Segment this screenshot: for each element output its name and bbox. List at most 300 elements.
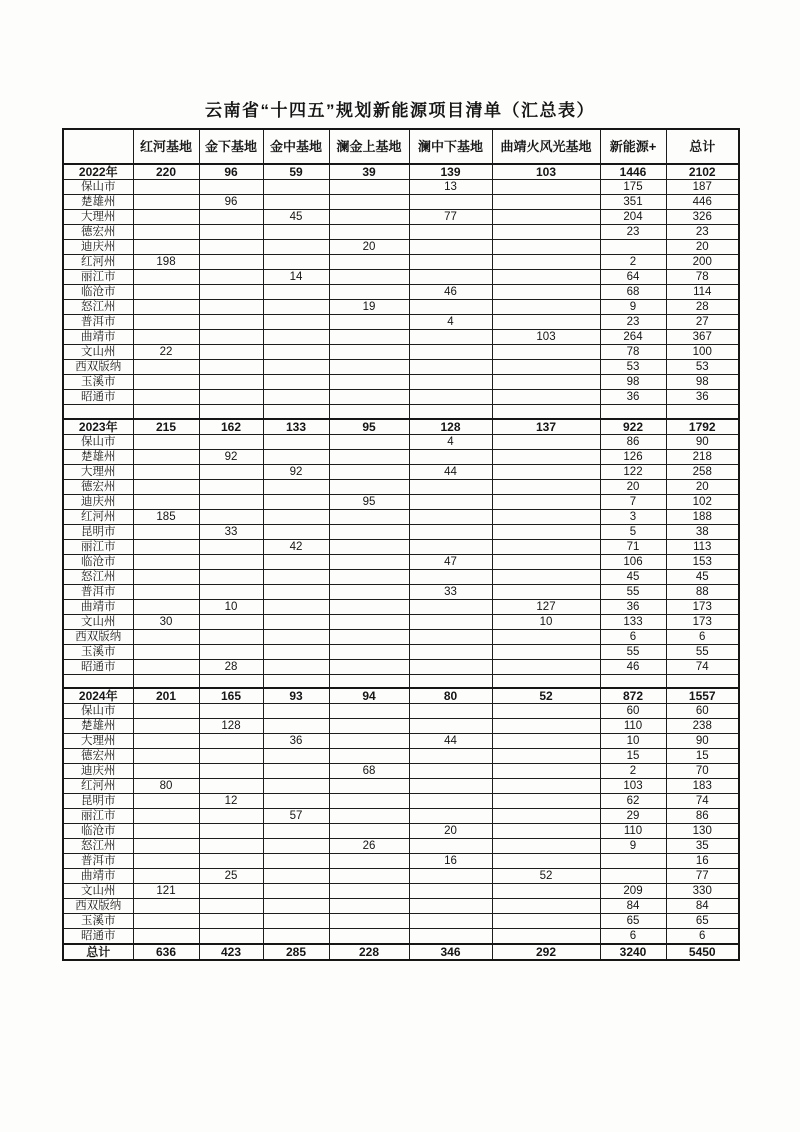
value-cell bbox=[409, 629, 492, 644]
value-cell bbox=[133, 584, 199, 599]
value-cell bbox=[199, 405, 263, 419]
value-cell: 55 bbox=[600, 644, 666, 659]
row-label: 玉溪市 bbox=[63, 375, 133, 390]
value-cell: 15 bbox=[600, 749, 666, 764]
table-row bbox=[63, 195, 739, 210]
value-cell: 68 bbox=[600, 285, 666, 300]
value-cell bbox=[263, 195, 329, 210]
value-cell bbox=[409, 360, 492, 375]
value-cell: 15 bbox=[666, 749, 739, 764]
value-cell bbox=[263, 345, 329, 360]
value-cell bbox=[329, 524, 409, 539]
value-cell: 16 bbox=[409, 854, 492, 869]
table-row bbox=[63, 464, 739, 479]
value-cell: 52 bbox=[492, 869, 600, 884]
value-cell: 65 bbox=[666, 914, 739, 929]
value-cell bbox=[329, 375, 409, 390]
row-label: 德宏州 bbox=[63, 225, 133, 240]
value-cell bbox=[263, 614, 329, 629]
value-cell bbox=[492, 794, 600, 809]
value-cell: 346 bbox=[409, 944, 492, 960]
table-row bbox=[63, 914, 739, 929]
value-cell: 7 bbox=[600, 494, 666, 509]
value-cell: 292 bbox=[492, 944, 600, 960]
value-cell bbox=[199, 494, 263, 509]
table-row bbox=[63, 494, 739, 509]
value-cell bbox=[133, 539, 199, 554]
value-cell: 44 bbox=[409, 464, 492, 479]
table-row bbox=[63, 839, 739, 854]
row-label: 2022年 bbox=[63, 164, 133, 180]
value-cell bbox=[409, 839, 492, 854]
row-label: 昭通市 bbox=[63, 659, 133, 674]
value-cell: 103 bbox=[600, 779, 666, 794]
value-cell bbox=[133, 479, 199, 494]
value-cell: 10 bbox=[199, 599, 263, 614]
value-cell: 2 bbox=[600, 255, 666, 270]
value-cell: 64 bbox=[600, 270, 666, 285]
value-cell bbox=[199, 839, 263, 854]
value-cell bbox=[199, 614, 263, 629]
table-row bbox=[63, 449, 739, 464]
value-cell bbox=[329, 554, 409, 569]
row-label: 文山州 bbox=[63, 614, 133, 629]
table-row bbox=[63, 345, 739, 360]
value-cell: 100 bbox=[666, 345, 739, 360]
value-cell bbox=[492, 749, 600, 764]
value-cell bbox=[492, 644, 600, 659]
page-title: 云南省“十四五”规划新能源项目清单（汇总表） bbox=[205, 101, 595, 120]
value-cell bbox=[263, 584, 329, 599]
table-row bbox=[63, 180, 739, 195]
value-cell: 23 bbox=[666, 225, 739, 240]
value-cell: 175 bbox=[600, 180, 666, 195]
row-label: 西双版纳 bbox=[63, 360, 133, 375]
value-cell: 139 bbox=[409, 164, 492, 180]
value-cell: 16 bbox=[666, 854, 739, 869]
value-cell bbox=[492, 629, 600, 644]
value-cell: 204 bbox=[600, 210, 666, 225]
value-cell: 14 bbox=[263, 270, 329, 285]
value-cell bbox=[409, 509, 492, 524]
value-cell bbox=[263, 554, 329, 569]
table-row bbox=[63, 824, 739, 839]
value-cell bbox=[199, 315, 263, 330]
value-cell: 13 bbox=[409, 180, 492, 195]
value-cell bbox=[329, 809, 409, 824]
value-cell bbox=[329, 749, 409, 764]
value-cell: 26 bbox=[329, 839, 409, 854]
value-cell: 133 bbox=[600, 614, 666, 629]
value-cell bbox=[133, 659, 199, 674]
value-cell: 33 bbox=[199, 524, 263, 539]
value-cell bbox=[492, 270, 600, 285]
value-cell bbox=[409, 569, 492, 584]
value-cell bbox=[133, 869, 199, 884]
value-cell: 57 bbox=[263, 809, 329, 824]
value-cell: 3 bbox=[600, 509, 666, 524]
value-cell: 55 bbox=[666, 644, 739, 659]
table-row bbox=[63, 434, 739, 449]
row-label: 普洱市 bbox=[63, 584, 133, 599]
value-cell bbox=[409, 674, 492, 688]
value-cell bbox=[263, 300, 329, 315]
value-cell bbox=[199, 225, 263, 240]
value-cell bbox=[492, 584, 600, 599]
row-label: 曲靖市 bbox=[63, 330, 133, 345]
value-cell bbox=[263, 315, 329, 330]
value-cell bbox=[329, 899, 409, 914]
value-cell bbox=[329, 479, 409, 494]
value-cell bbox=[329, 659, 409, 674]
value-cell bbox=[133, 764, 199, 779]
value-cell bbox=[492, 509, 600, 524]
value-cell: 84 bbox=[600, 899, 666, 914]
value-cell: 45 bbox=[600, 569, 666, 584]
table-row bbox=[63, 315, 739, 330]
row-label: 大理州 bbox=[63, 734, 133, 749]
value-cell: 137 bbox=[492, 419, 600, 435]
value-cell bbox=[263, 240, 329, 255]
row-label: 西双版纳 bbox=[63, 899, 133, 914]
value-cell bbox=[329, 734, 409, 749]
value-cell bbox=[133, 914, 199, 929]
value-cell bbox=[263, 749, 329, 764]
value-cell: 60 bbox=[600, 704, 666, 719]
table-row bbox=[63, 330, 739, 345]
value-cell: 46 bbox=[600, 659, 666, 674]
column-header: 金下基地 bbox=[199, 129, 263, 164]
row-label: 丽江市 bbox=[63, 809, 133, 824]
value-cell: 77 bbox=[409, 210, 492, 225]
value-cell: 47 bbox=[409, 554, 492, 569]
value-cell bbox=[263, 330, 329, 345]
value-cell bbox=[133, 569, 199, 584]
value-cell: 95 bbox=[329, 494, 409, 509]
value-cell bbox=[133, 300, 199, 315]
value-cell bbox=[492, 719, 600, 734]
table-row bbox=[63, 240, 739, 255]
value-cell: 25 bbox=[199, 869, 263, 884]
value-cell bbox=[329, 285, 409, 300]
value-cell bbox=[133, 794, 199, 809]
value-cell: 94 bbox=[329, 688, 409, 704]
table-row bbox=[63, 210, 739, 225]
value-cell: 922 bbox=[600, 419, 666, 435]
value-cell bbox=[199, 884, 263, 899]
value-cell bbox=[492, 764, 600, 779]
value-cell: 218 bbox=[666, 449, 739, 464]
row-label: 总计 bbox=[63, 944, 133, 960]
value-cell bbox=[199, 674, 263, 688]
table-row bbox=[63, 884, 739, 899]
value-cell bbox=[492, 524, 600, 539]
value-cell bbox=[263, 255, 329, 270]
value-cell bbox=[492, 434, 600, 449]
value-cell bbox=[133, 629, 199, 644]
value-cell: 326 bbox=[666, 210, 739, 225]
value-cell: 162 bbox=[199, 419, 263, 435]
value-cell: 38 bbox=[666, 524, 739, 539]
value-cell: 36 bbox=[600, 390, 666, 405]
value-cell bbox=[199, 300, 263, 315]
value-cell: 1792 bbox=[666, 419, 739, 435]
value-cell bbox=[329, 509, 409, 524]
value-cell bbox=[329, 779, 409, 794]
value-cell bbox=[199, 704, 263, 719]
value-cell: 84 bbox=[666, 899, 739, 914]
column-header: 红河基地 bbox=[133, 129, 199, 164]
value-cell bbox=[329, 330, 409, 345]
value-cell: 127 bbox=[492, 599, 600, 614]
value-cell bbox=[199, 330, 263, 345]
value-cell bbox=[492, 285, 600, 300]
value-cell bbox=[199, 360, 263, 375]
row-label: 昆明市 bbox=[63, 524, 133, 539]
value-cell bbox=[409, 494, 492, 509]
value-cell bbox=[133, 674, 199, 688]
value-cell: 200 bbox=[666, 255, 739, 270]
value-cell: 110 bbox=[600, 719, 666, 734]
value-cell bbox=[133, 464, 199, 479]
value-cell bbox=[133, 809, 199, 824]
summary-row bbox=[63, 688, 739, 704]
row-label: 怒江州 bbox=[63, 839, 133, 854]
value-cell: 20 bbox=[329, 240, 409, 255]
value-cell bbox=[329, 824, 409, 839]
value-cell: 128 bbox=[199, 719, 263, 734]
row-label: 保山市 bbox=[63, 434, 133, 449]
value-cell: 330 bbox=[666, 884, 739, 899]
value-cell bbox=[600, 854, 666, 869]
value-cell bbox=[133, 405, 199, 419]
value-cell bbox=[199, 464, 263, 479]
value-cell bbox=[263, 524, 329, 539]
row-label: 红河州 bbox=[63, 509, 133, 524]
value-cell bbox=[263, 509, 329, 524]
value-cell bbox=[199, 479, 263, 494]
value-cell: 113 bbox=[666, 539, 739, 554]
value-cell bbox=[409, 749, 492, 764]
value-cell bbox=[409, 809, 492, 824]
value-cell: 71 bbox=[600, 539, 666, 554]
value-cell bbox=[492, 210, 600, 225]
value-cell: 423 bbox=[199, 944, 263, 960]
value-cell: 70 bbox=[666, 764, 739, 779]
row-label: 迪庆州 bbox=[63, 764, 133, 779]
value-cell bbox=[133, 315, 199, 330]
value-cell bbox=[263, 884, 329, 899]
value-cell: 19 bbox=[329, 300, 409, 315]
row-label: 曲靖市 bbox=[63, 599, 133, 614]
value-cell bbox=[409, 914, 492, 929]
value-cell bbox=[492, 779, 600, 794]
value-cell: 33 bbox=[409, 584, 492, 599]
value-cell bbox=[409, 375, 492, 390]
value-cell: 130 bbox=[666, 824, 739, 839]
table-row bbox=[63, 285, 739, 300]
value-cell bbox=[329, 315, 409, 330]
value-cell bbox=[133, 899, 199, 914]
value-cell bbox=[492, 315, 600, 330]
value-cell: 20 bbox=[666, 240, 739, 255]
row-label: 红河州 bbox=[63, 779, 133, 794]
value-cell bbox=[263, 794, 329, 809]
value-cell bbox=[199, 899, 263, 914]
table-row bbox=[63, 899, 739, 914]
value-cell: 5450 bbox=[666, 944, 739, 960]
value-cell bbox=[329, 539, 409, 554]
value-cell: 74 bbox=[666, 659, 739, 674]
value-cell bbox=[133, 285, 199, 300]
row-label bbox=[63, 405, 133, 419]
value-cell bbox=[492, 539, 600, 554]
row-label: 怒江州 bbox=[63, 300, 133, 315]
value-cell bbox=[263, 914, 329, 929]
value-cell: 285 bbox=[263, 944, 329, 960]
value-cell bbox=[492, 929, 600, 945]
value-cell: 68 bbox=[329, 764, 409, 779]
row-label: 2023年 bbox=[63, 419, 133, 435]
separator-row bbox=[63, 405, 739, 419]
value-cell: 62 bbox=[600, 794, 666, 809]
value-cell: 39 bbox=[329, 164, 409, 180]
value-cell bbox=[263, 390, 329, 405]
table-row bbox=[63, 509, 739, 524]
value-cell bbox=[133, 644, 199, 659]
table-row bbox=[63, 629, 739, 644]
value-cell bbox=[199, 285, 263, 300]
value-cell bbox=[409, 270, 492, 285]
table-row bbox=[63, 869, 739, 884]
value-cell bbox=[263, 479, 329, 494]
value-cell bbox=[492, 854, 600, 869]
column-header: 金中基地 bbox=[263, 129, 329, 164]
value-cell bbox=[133, 554, 199, 569]
value-cell: 9 bbox=[600, 300, 666, 315]
value-cell bbox=[199, 779, 263, 794]
value-cell: 86 bbox=[600, 434, 666, 449]
row-label: 楚雄州 bbox=[63, 449, 133, 464]
value-cell bbox=[263, 225, 329, 240]
table-row bbox=[63, 270, 739, 285]
value-cell bbox=[409, 779, 492, 794]
value-cell bbox=[492, 704, 600, 719]
value-cell bbox=[263, 569, 329, 584]
row-label: 保山市 bbox=[63, 704, 133, 719]
value-cell bbox=[409, 929, 492, 945]
row-label: 大理州 bbox=[63, 464, 133, 479]
value-cell: 95 bbox=[329, 419, 409, 435]
value-cell: 36 bbox=[263, 734, 329, 749]
value-cell bbox=[329, 704, 409, 719]
value-cell: 4 bbox=[409, 315, 492, 330]
value-cell bbox=[263, 285, 329, 300]
value-cell: 65 bbox=[600, 914, 666, 929]
value-cell bbox=[329, 584, 409, 599]
value-cell: 9 bbox=[600, 839, 666, 854]
value-cell bbox=[409, 390, 492, 405]
value-cell: 2 bbox=[600, 764, 666, 779]
row-label: 文山州 bbox=[63, 345, 133, 360]
value-cell bbox=[133, 360, 199, 375]
table-row bbox=[63, 749, 739, 764]
value-cell bbox=[600, 240, 666, 255]
value-cell bbox=[199, 509, 263, 524]
row-label: 昭通市 bbox=[63, 929, 133, 945]
value-cell bbox=[492, 225, 600, 240]
value-cell bbox=[666, 405, 739, 419]
value-cell: 36 bbox=[666, 390, 739, 405]
table-row bbox=[63, 614, 739, 629]
value-cell bbox=[409, 599, 492, 614]
value-cell bbox=[492, 839, 600, 854]
value-cell bbox=[133, 449, 199, 464]
value-cell: 20 bbox=[409, 824, 492, 839]
value-cell bbox=[409, 225, 492, 240]
value-cell: 367 bbox=[666, 330, 739, 345]
value-cell: 52 bbox=[492, 688, 600, 704]
value-cell bbox=[199, 255, 263, 270]
row-label: 曲靖市 bbox=[63, 869, 133, 884]
value-cell bbox=[329, 464, 409, 479]
value-cell bbox=[600, 405, 666, 419]
value-cell: 106 bbox=[600, 554, 666, 569]
value-cell bbox=[329, 255, 409, 270]
value-cell: 264 bbox=[600, 330, 666, 345]
table-row bbox=[63, 554, 739, 569]
value-cell bbox=[666, 674, 739, 688]
value-cell bbox=[492, 300, 600, 315]
value-cell bbox=[329, 569, 409, 584]
value-cell bbox=[133, 524, 199, 539]
value-cell bbox=[133, 240, 199, 255]
table-row bbox=[63, 809, 739, 824]
table-row bbox=[63, 360, 739, 375]
value-cell bbox=[409, 479, 492, 494]
row-label: 楚雄州 bbox=[63, 719, 133, 734]
value-cell bbox=[133, 704, 199, 719]
value-cell: 53 bbox=[600, 360, 666, 375]
row-label bbox=[63, 674, 133, 688]
table-row bbox=[63, 375, 739, 390]
value-cell: 35 bbox=[666, 839, 739, 854]
value-cell bbox=[329, 884, 409, 899]
value-cell: 198 bbox=[133, 255, 199, 270]
value-cell bbox=[329, 225, 409, 240]
value-cell bbox=[263, 599, 329, 614]
value-cell bbox=[329, 449, 409, 464]
row-label: 临沧市 bbox=[63, 285, 133, 300]
value-cell bbox=[409, 764, 492, 779]
summary-row bbox=[63, 419, 739, 435]
value-cell bbox=[492, 899, 600, 914]
value-cell bbox=[492, 464, 600, 479]
value-cell: 92 bbox=[263, 464, 329, 479]
value-cell: 10 bbox=[492, 614, 600, 629]
table-row bbox=[63, 584, 739, 599]
table-row bbox=[63, 539, 739, 554]
value-cell bbox=[263, 869, 329, 884]
table-row bbox=[63, 479, 739, 494]
value-cell bbox=[409, 539, 492, 554]
value-cell: 122 bbox=[600, 464, 666, 479]
value-cell: 10 bbox=[600, 734, 666, 749]
value-cell bbox=[263, 764, 329, 779]
value-cell: 128 bbox=[409, 419, 492, 435]
value-cell bbox=[492, 405, 600, 419]
value-cell: 351 bbox=[600, 195, 666, 210]
